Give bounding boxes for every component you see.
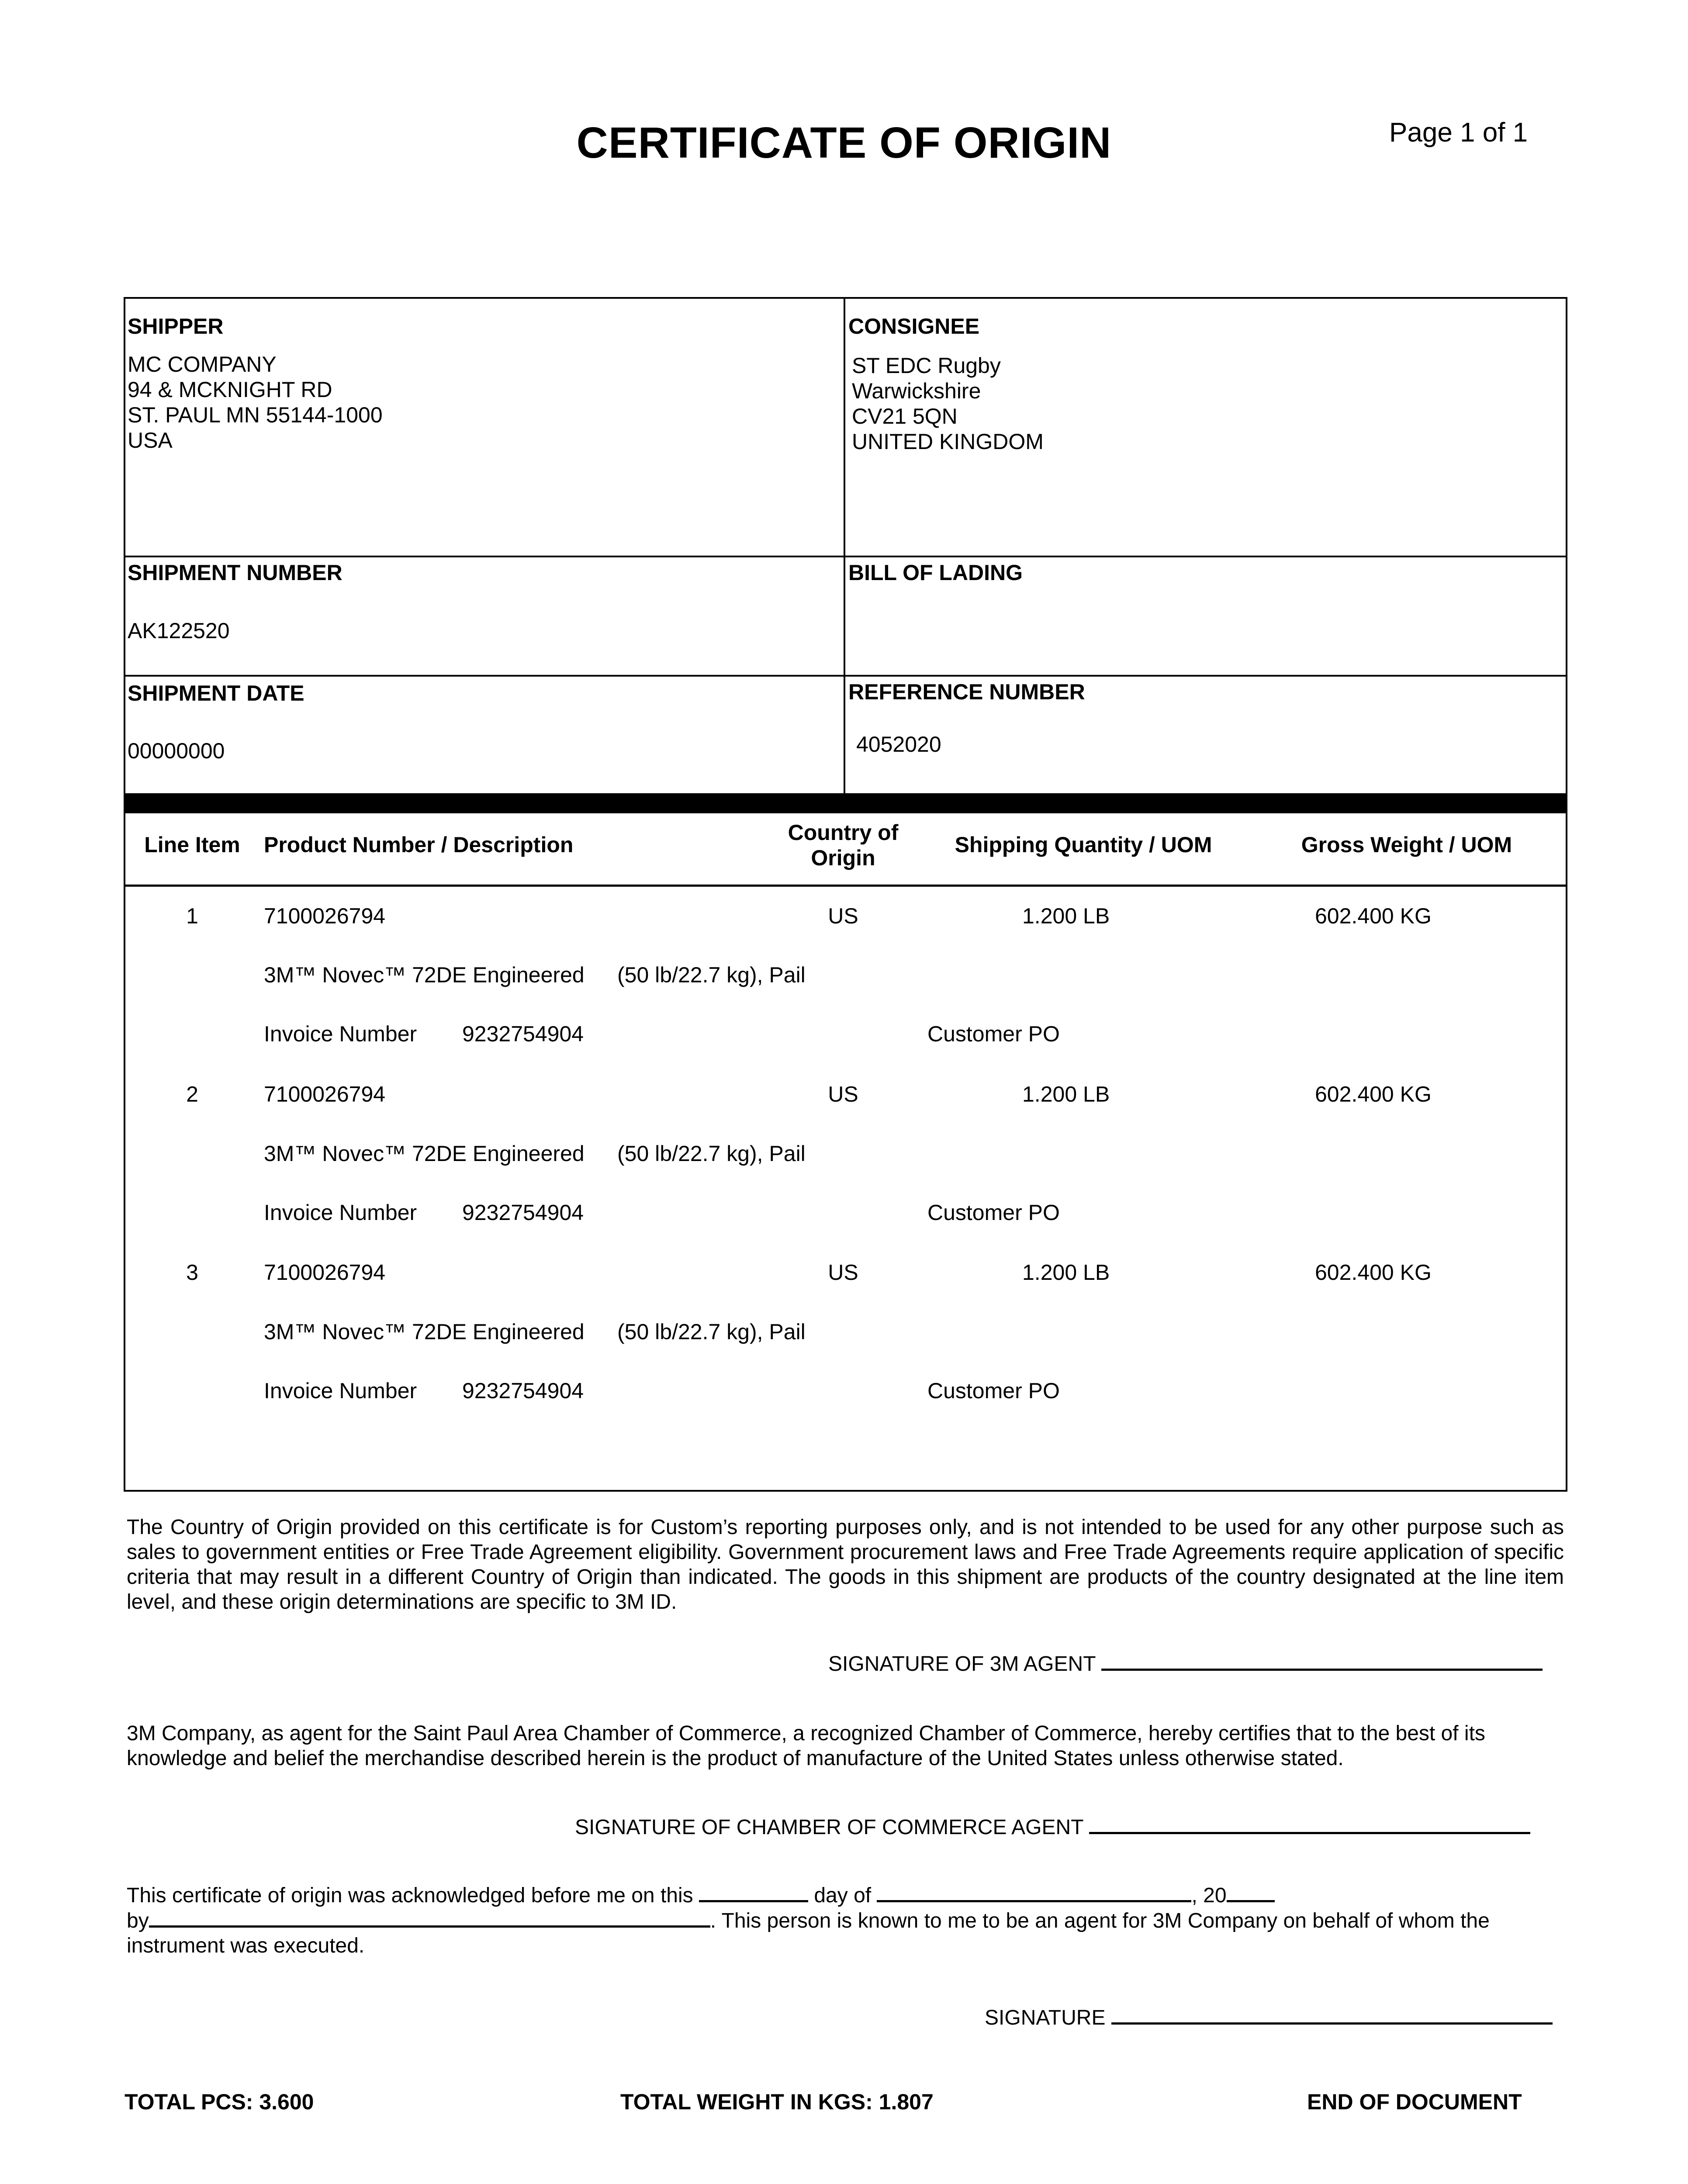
bill-of-lading-label: BILL OF LADING	[848, 560, 1023, 585]
invoice-number-label: Invoice Number	[264, 1022, 417, 1046]
shipping-quantity: 1.200 LB	[1022, 1260, 1110, 1285]
shipping-quantity: 1.200 LB	[1022, 1082, 1110, 1106]
consignee-line: Warwickshire	[852, 379, 981, 403]
consignee-address	[852, 353, 1044, 454]
shipper-line: 94 & MCKNIGHT RD	[128, 377, 332, 402]
acknowledgement-text: This certificate of origin was acknowledged before me on this day of , 20 by . This person is known to me to be an agent for 3M Company on behalf of whom the instrument was executed.	[127, 1883, 1568, 1958]
shipper-label: SHIPPER	[128, 314, 224, 339]
invoice-number-label: Invoice Number	[264, 1379, 417, 1403]
section-separator-bar	[124, 795, 1567, 813]
product-packaging: (50 lb/22.7 kg), Pail	[617, 1320, 806, 1344]
product-description: 3M™ Novec™ 72DE Engineered	[264, 963, 585, 987]
country-of-origin: US	[828, 904, 858, 928]
acknowledgement-by-field[interactable]	[149, 1908, 710, 1928]
table-header-divider	[124, 885, 1567, 887]
shipment-number-value: AK122520	[128, 619, 230, 643]
column-header-shipping-quantity: Shipping Quantity / UOM	[955, 833, 1212, 857]
product-number: 7100026794	[264, 904, 386, 928]
total-pieces: TOTAL PCS: 3.600	[125, 2090, 314, 2114]
shipper-line: MC COMPANY	[128, 352, 277, 377]
line-item-number: 1	[186, 904, 198, 928]
product-description: 3M™ Novec™ 72DE Engineered	[264, 1141, 585, 1166]
signature-chamber-agent-label: SIGNATURE OF CHAMBER OF COMMERCE AGENT	[575, 1816, 1083, 1839]
header-column-divider	[844, 297, 845, 795]
signature-3m-agent-row	[828, 1649, 1543, 1676]
signature-chamber-agent-row	[575, 1813, 1530, 1839]
chamber-certification-text: 3M Company, as agent for the Saint Paul Area Chamber of Commerce, a recognized Chamber of Commerce, hereby certifies that to the best of its knowledge and belief the merchandise described herein is the product of manufacture of the United States unless otherwise stated.	[127, 1722, 1485, 1770]
end-of-document: END OF DOCUMENT	[1307, 2090, 1522, 2114]
column-header-gross-weight: Gross Weight / UOM	[1301, 833, 1512, 857]
customer-po-label: Customer PO	[927, 1022, 1060, 1046]
shipment-number-label: SHIPMENT NUMBER	[128, 560, 342, 585]
page-number: Page 1 of 1	[1389, 117, 1528, 148]
consignee-line: UNITED KINGDOM	[852, 429, 1044, 454]
shipper-line: ST. PAUL MN 55144-1000	[128, 403, 383, 427]
reference-number-label: REFERENCE NUMBER	[848, 680, 1085, 704]
product-packaging: (50 lb/22.7 kg), Pail	[617, 963, 806, 987]
consignee-label: CONSIGNEE	[848, 314, 980, 339]
shipping-quantity: 1.200 LB	[1022, 904, 1110, 928]
consignee-line: ST EDC Rugby	[852, 353, 1001, 378]
invoice-number-value: 9232754904	[462, 1379, 584, 1403]
product-description: 3M™ Novec™ 72DE Engineered	[264, 1320, 585, 1344]
line-item-number: 3	[186, 1260, 198, 1285]
signature-field[interactable]	[1111, 2003, 1553, 2025]
country-of-origin: US	[828, 1260, 858, 1285]
acknowledgement-month-field[interactable]	[877, 1883, 1191, 1902]
reference-number-value: 4052020	[856, 732, 941, 757]
acknowledgement-day-field[interactable]	[699, 1883, 808, 1902]
column-header-country-of-origin: Country of Origin	[788, 820, 899, 870]
invoice-number-value: 9232754904	[462, 1022, 584, 1046]
acknowledgement-year-field[interactable]	[1227, 1883, 1275, 1902]
shipper-address	[128, 352, 383, 453]
signature-3m-agent-label: SIGNATURE OF 3M AGENT	[828, 1652, 1096, 1676]
product-packaging: (50 lb/22.7 kg), Pail	[617, 1141, 806, 1166]
invoice-number-label: Invoice Number	[264, 1200, 417, 1225]
signature-3m-agent-field[interactable]	[1101, 1649, 1543, 1671]
gross-weight: 602.400 KG	[1315, 1082, 1432, 1106]
signature-row	[985, 2003, 1553, 2030]
gross-weight: 602.400 KG	[1315, 1260, 1432, 1285]
gross-weight: 602.400 KG	[1315, 904, 1432, 928]
signature-label: SIGNATURE	[985, 2006, 1106, 2029]
header-row-divider-1	[124, 556, 1567, 557]
product-number: 7100026794	[264, 1082, 386, 1106]
line-item-number: 2	[186, 1082, 198, 1106]
origin-disclaimer: The Country of Origin provided on this certificate is for Custom’s reporting purposes only, and is not intended to be used for any other purpose such as sales to government entities or Free Trade Agreement eligibility. Government procurement laws and Free Trade Agreements require application of specific criteria that may result in a different Country of Origin than indicated. The goods in this shipment are products of the country designated at the line item level, and these origin determinations are specific to 3M ID.	[127, 1516, 1564, 1614]
invoice-number-value: 9232754904	[462, 1200, 584, 1225]
shipper-line: USA	[128, 428, 173, 453]
column-header-product: Product Number / Description	[264, 833, 574, 857]
product-number: 7100026794	[264, 1260, 386, 1285]
customer-po-label: Customer PO	[927, 1200, 1060, 1225]
shipment-date-value: 00000000	[128, 739, 225, 763]
country-of-origin: US	[828, 1082, 858, 1106]
document-title: CERTIFICATE OF ORIGIN	[576, 118, 1112, 167]
header-row-divider-2	[124, 675, 1567, 677]
column-header-line-item: Line Item	[144, 833, 240, 857]
signature-chamber-agent-field[interactable]	[1089, 1813, 1530, 1834]
consignee-line: CV21 5QN	[852, 404, 958, 429]
total-weight: TOTAL WEIGHT IN KGS: 1.807	[620, 2090, 934, 2114]
customer-po-label: Customer PO	[927, 1379, 1060, 1403]
shipment-date-label: SHIPMENT DATE	[128, 681, 304, 705]
